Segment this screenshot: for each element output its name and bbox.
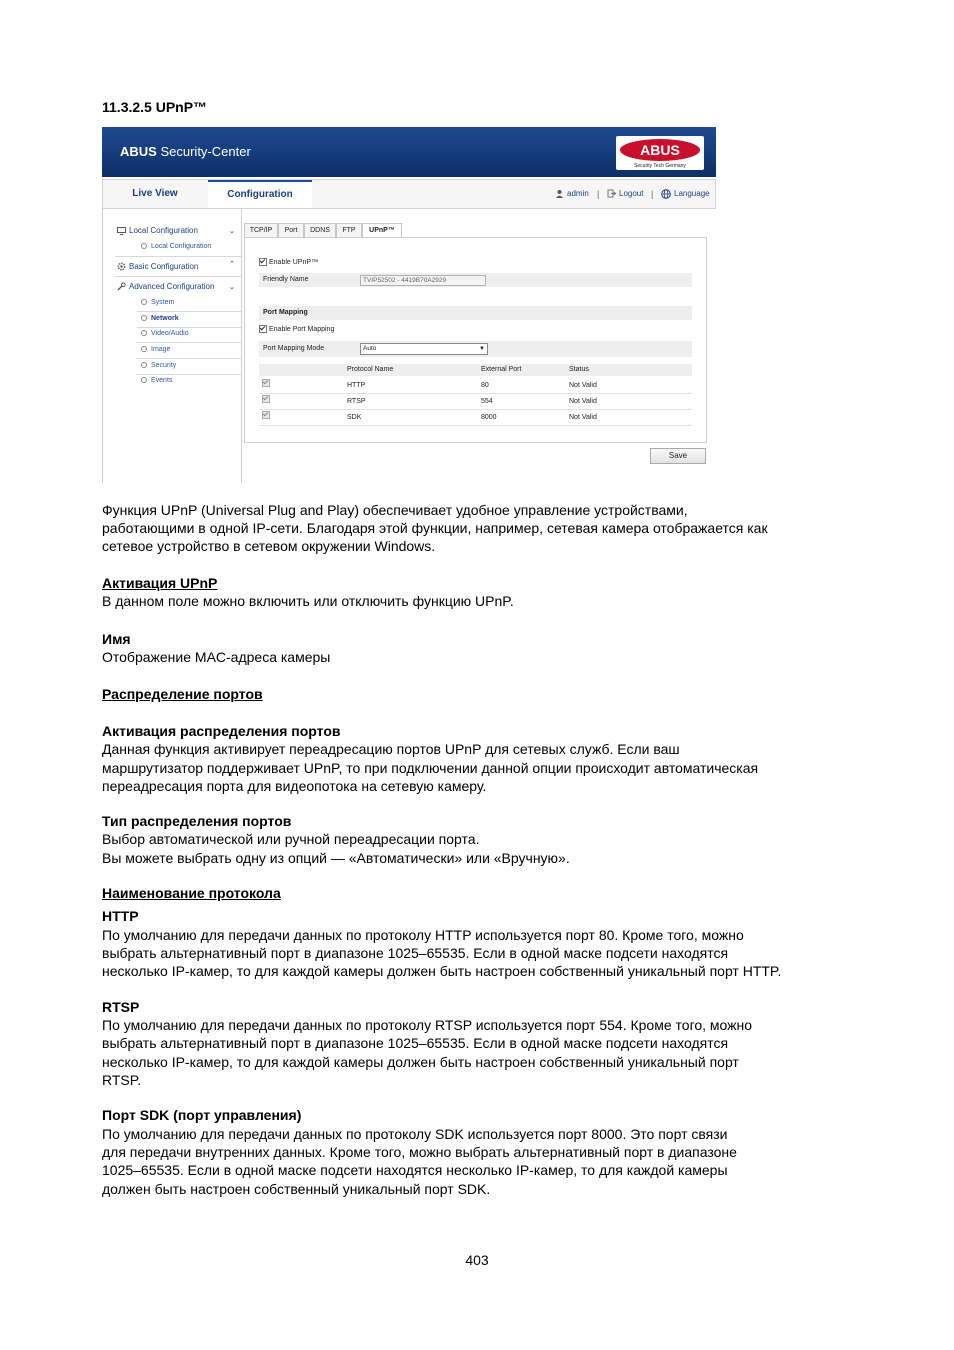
port-mapping-mode-value: Auto [363,345,377,352]
divider [137,358,241,359]
table-row [259,379,692,394]
sidebar-label: Advanced Configuration [129,282,215,291]
sidebar-item-local-configuration[interactable] [117,226,198,235]
port-mapping-type-title: Тип распределения портов [102,813,292,829]
friendly-name-label: Friendly Name [263,276,309,283]
sidebar-item-image[interactable] [141,346,170,353]
divider [137,374,241,375]
enable-upnp-row [259,257,692,269]
brand-rest: Security-Center [160,144,251,159]
logo-tagline: Security Tech Germany [634,163,686,169]
sidebar-item-network[interactable] [141,315,179,322]
col-protocol-name: Protocol Name [347,366,394,373]
sidebar-sub-label: Local Configuration [151,243,212,250]
row-checkbox [262,411,270,419]
tab-upnp[interactable]: UPnP™ [362,223,402,238]
sidebar-item-basic-configuration[interactable] [117,262,198,271]
abus-logo [616,136,704,170]
tab-port[interactable]: Port [278,223,304,237]
status-cell: Not Valid [569,414,597,421]
intro-line: Функция UPnP (Universal Plug and Play) обеспечивает удобное управление устройствами, [102,502,688,518]
body-line: выбрать альтернативный порт в диапазоне 1025–65535. Если в одной маске подсети находятся [102,1035,729,1051]
monitor-icon [117,227,126,235]
col-status: Status [569,366,589,373]
body-line: Вы можете выбрать одну из опций — «Автоматически» или «Вручную». [102,850,570,866]
body-line: для передачи внутренних данных. Кроме того, можно выбрать альтернативный порт в диапазоне [102,1144,737,1160]
name-body: Отображение MAC-адреса камеры [102,649,331,665]
app-title [120,144,251,159]
rtsp-title: RTSP [102,999,140,1015]
port-cell: 8000 [481,414,497,421]
bullet-icon [141,243,147,249]
port-mapping-header [259,306,692,320]
port-cell: 80 [481,382,489,389]
enable-port-mapping-label: Enable Port Mapping [269,326,335,333]
col-external-port: External Port [481,366,522,373]
protocol-cell: SDK [347,414,362,421]
divider [137,327,241,328]
row-checkbox [262,379,270,387]
page-number: 403 [465,1252,489,1268]
sidebar-sub-label: Video/Audio [151,330,189,337]
sidebar-item-advanced-configuration[interactable] [117,282,214,291]
table-row [259,395,692,410]
divider [137,342,241,343]
row-checkbox [262,395,270,403]
table-header [259,364,692,376]
protocol-name-title: Наименование протокола [102,885,281,901]
tab-ftp[interactable]: FTP [336,223,362,237]
user-icon [555,189,564,198]
body-line: должен быть настроен собственный уникальный порт SDK. [102,1181,491,1197]
bullet-icon [141,377,147,383]
language-link[interactable] [661,180,710,208]
sidebar-item-system[interactable] [141,299,174,306]
port-cell: 554 [481,398,493,405]
upnp-activation-body: В данном поле можно включить или отключить функцию UPnP. [102,593,514,609]
body-line: Выбор автоматической или ручной переадресации порта. [102,831,480,847]
enable-port-mapping-checkbox[interactable] [259,325,267,333]
body-line: переадресация порта для видеопотока на сетевую камеру. [102,778,487,794]
bullet-icon [141,346,147,352]
body-line: По умолчанию для передачи данных по протоколу HTTP используется порт 80. Кроме того, можно [102,927,744,943]
logo-text: ABUS [640,142,680,158]
sidebar-sub-label: System [151,299,175,306]
tab-configuration[interactable]: Configuration [208,180,312,208]
intro-line: сетевое устройство в сетевом окружении Windows. [102,538,436,554]
sidebar-sub-label: Network [151,315,179,322]
name-title: Имя [102,631,131,647]
language-label: Language [674,189,710,198]
brand-bold: ABUS [120,144,157,159]
save-button[interactable]: Save [650,448,706,464]
chevron-up-icon[interactable]: ⌃ [229,261,235,268]
globe-icon [661,189,671,199]
bullet-icon [141,315,147,321]
table-row [259,411,692,426]
bullet-icon [141,299,147,305]
sidebar [102,209,242,483]
enable-upnp-checkbox[interactable] [259,258,267,266]
port-mapping-mode-select[interactable] [360,343,488,355]
body-line: Данная функция активирует переадресацию портов UPnP для сетевых служб. Если ваш [102,741,680,757]
protocol-cell: RTSP [347,398,366,405]
bullet-icon [141,330,147,336]
logout-link[interactable] [607,180,643,208]
logout-icon [607,189,616,198]
sidebar-item-events[interactable] [141,377,172,384]
port-mapping-activation-title: Активация распределения портов [102,723,341,739]
enable-port-mapping-row [259,324,692,336]
tab-live-view[interactable]: Live View [132,188,178,199]
body-line: несколько IP-камер, то для каждой камеры должен быть настроен собственный уникальный порт [102,1054,739,1070]
body-line: 1025–65535. Если в одной маске подсети находятся несколько IP-камер, то для каждой камеры [102,1162,728,1178]
chevron-down-icon[interactable]: ⌄ [229,284,235,291]
tab-ddns[interactable]: DDNS [304,223,336,237]
divider [137,311,241,312]
sidebar-label: Local Configuration [129,226,198,235]
body-line: выбрать альтернативный порт в диапазоне 1025–65535. Если в одной маске подсети находятся [102,945,729,961]
port-mapping-header-label: Port Mapping [263,309,308,316]
port-mapping-title: Распределение портов [102,686,263,702]
upnp-config-screenshot [102,127,716,483]
upnp-activation-title: Активация UPnP [102,575,218,591]
status-cell: Not Valid [569,382,597,389]
top-nav [102,179,716,209]
header-banner [102,127,716,177]
protocol-cell: HTTP [347,382,366,389]
status-cell: Not Valid [569,398,597,405]
sidebar-sub-label: Events [151,377,173,384]
divider [115,256,241,257]
sidebar-subitem-local-configuration[interactable] [141,243,211,250]
body-line: RTSP. [102,1072,142,1088]
nav-separator: | [597,189,600,199]
body-line: несколько IP-камер, то для каждой камеры должен быть настроен собственный уникальный порт HTTP. [102,963,782,979]
sidebar-sub-label: Security [151,362,177,369]
enable-upnp-label: Enable UPnP™ [269,259,319,266]
sidebar-label: Basic Configuration [129,262,199,271]
logout-label: Logout [619,189,644,198]
bullet-icon [141,362,147,368]
body-line: По умолчанию для передачи данных по протоколу SDK используется порт 8000. Это порт связи [102,1126,728,1142]
intro-line: работающими в одной IP-сети. Благодаря этой функции, например, сетевая камера отображается как [102,520,768,536]
body-line: По умолчанию для передачи данных по протоколу RTSP используется порт 554. Кроме того, можно [102,1017,753,1033]
sidebar-item-security[interactable] [141,362,176,369]
gear-icon [117,262,126,271]
user-link[interactable] [555,180,589,208]
chevron-down-icon: ▼ [479,346,485,352]
port-mapping-mode-label: Port Mapping Mode [263,345,325,352]
section-title: 11.3.2.5 UPnP™ [102,99,208,115]
sidebar-sub-label: Image [151,346,171,353]
http-title: HTTP [102,908,139,924]
divider [115,276,241,277]
upnp-panel [244,237,707,443]
sidebar-item-video-audio[interactable] [141,330,189,337]
tab-tcpip[interactable]: TCP/IP [244,223,278,237]
wrench-icon [117,282,126,291]
friendly-name-field[interactable]: TVIP52502 - 4419B70A2929 [360,275,486,286]
sdk-title: Порт SDK (порт управления) [102,1107,302,1123]
nav-separator: | [651,189,654,199]
user-name: admin [567,189,589,198]
body-line: маршрутизатор поддерживает UPnP, то при подключении данной опции происходит автоматическая [102,760,759,776]
chevron-down-icon[interactable]: ⌄ [229,228,235,235]
